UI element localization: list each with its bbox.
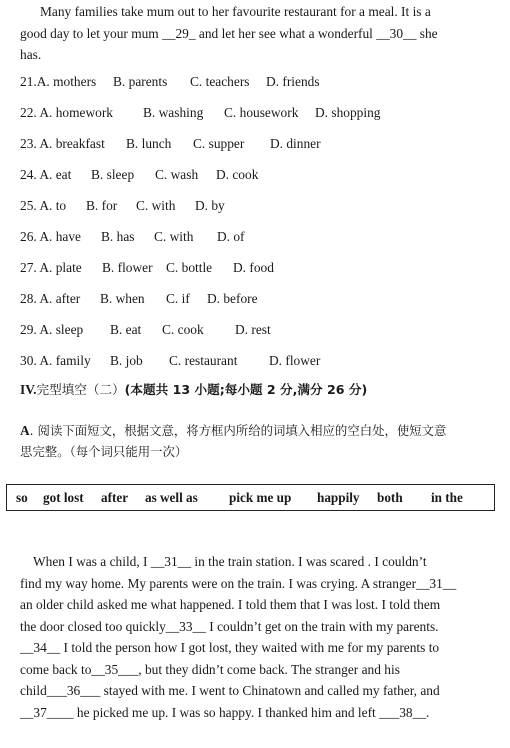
word-bank-item: happily [317, 490, 360, 505]
option-d: D. of [217, 229, 245, 244]
option-a: 23. A. breakfast [20, 136, 105, 151]
option-a: 28. A. after [20, 291, 81, 306]
option-b: B. job [110, 353, 143, 368]
option-c: C. restaurant [169, 353, 238, 368]
option-a: 27. A. plate [20, 260, 82, 275]
option-d: D. cook [216, 167, 259, 182]
word-bank-item: in the [431, 490, 463, 505]
word-bank-item: after [101, 490, 129, 505]
option-d: D. friends [266, 74, 320, 89]
option-a: 21.A. mothers [20, 74, 97, 89]
section-number: IV. [20, 382, 37, 397]
option-d: D. by [195, 198, 225, 213]
option-d: D. shopping [315, 105, 381, 120]
option-d: D. before [207, 291, 258, 306]
intro-line: Many families take mum out to her favourite restaurant for a meal. It is a [40, 4, 431, 19]
option-b: B. parents [113, 74, 168, 89]
section-title: 完型填空（二） [36, 382, 125, 397]
story-line: __34__ I told the person how I got lost, they waited with me for my parents to [20, 640, 440, 655]
option-c: C. wash [155, 167, 199, 182]
story-line: child___36___ stayed with me. I went to Chinatown and called my father, and [20, 683, 440, 698]
intro-paragraph [20, 1, 490, 66]
option-b: B. for [86, 198, 118, 213]
option-c: C. with [154, 229, 194, 244]
word-bank-item: got lost [43, 490, 84, 505]
option-c: C. cook [162, 322, 204, 337]
section-scoring-rule: (本题共 13 小题;每小题 2 分,满分 26 分) [124, 382, 368, 397]
word-bank-item: pick me up [229, 490, 292, 505]
option-c: C. if [166, 291, 190, 306]
instruction-label: A [20, 423, 30, 438]
section-heading [20, 381, 367, 399]
intro-line: good day to let your mum __29_ and let her see what a wonderful __30__ she [20, 25, 438, 41]
option-b: B. has [101, 229, 135, 244]
word-bank-box [6, 484, 495, 511]
option-a: 22. A. homework [20, 105, 113, 120]
word-bank-item: both [377, 490, 403, 505]
option-d: D. dinner [270, 136, 321, 151]
option-a: 29. A. sleep [20, 322, 84, 337]
option-c: C. housework [224, 105, 299, 120]
option-a: 26. A. have [20, 229, 81, 244]
option-b: B. eat [110, 322, 142, 337]
option-a: 24. A. eat [20, 167, 72, 182]
option-c: C. bottle [166, 260, 213, 275]
option-d: D. food [233, 260, 274, 275]
word-bank-item: so [16, 490, 28, 505]
story-line: come back to__35___, but they didn’t come back. The stranger and his [20, 661, 400, 677]
option-a: 30. A. family [20, 353, 91, 368]
word-bank-item: as well as [145, 490, 198, 505]
story-line: the door closed too quickly__33__ I couldn’t get on the train with my parents. [20, 618, 439, 634]
story-line: __37____ he picked me up. I was so happy. I thanked him and left ___38__. [20, 704, 430, 720]
option-a: 25. A. to [20, 198, 67, 213]
option-b: B. flower [102, 260, 153, 275]
option-c: C. teachers [190, 74, 250, 89]
option-b: B. lunch [126, 136, 172, 151]
option-c: C. supper [193, 136, 245, 151]
story-paragraph [20, 551, 490, 723]
option-b: B. when [100, 291, 145, 306]
story-line: When I was a child, I __31__ in the train station. I was scared . I couldn’t [33, 554, 427, 569]
instruction-line: . 阅读下面短文，根据文意，将方框内所给的词填入相应的空白处，使短文意 [29, 423, 447, 438]
option-b: B. sleep [91, 167, 135, 182]
instruction-line: 思完整。（每个词只能用一次） [20, 444, 188, 459]
story-line: find my way home. My parents were on the train. I was crying. A stranger__31__ [20, 575, 457, 591]
instruction-text [20, 420, 492, 462]
option-b: B. washing [143, 105, 204, 120]
option-c: C. with [136, 198, 176, 213]
option-d: D. rest [235, 322, 271, 337]
story-line: an older child asked me what happened. I told them that I was lost. I told them [20, 597, 441, 612]
intro-line: has. [20, 47, 42, 62]
option-d: D. flower [269, 353, 321, 368]
